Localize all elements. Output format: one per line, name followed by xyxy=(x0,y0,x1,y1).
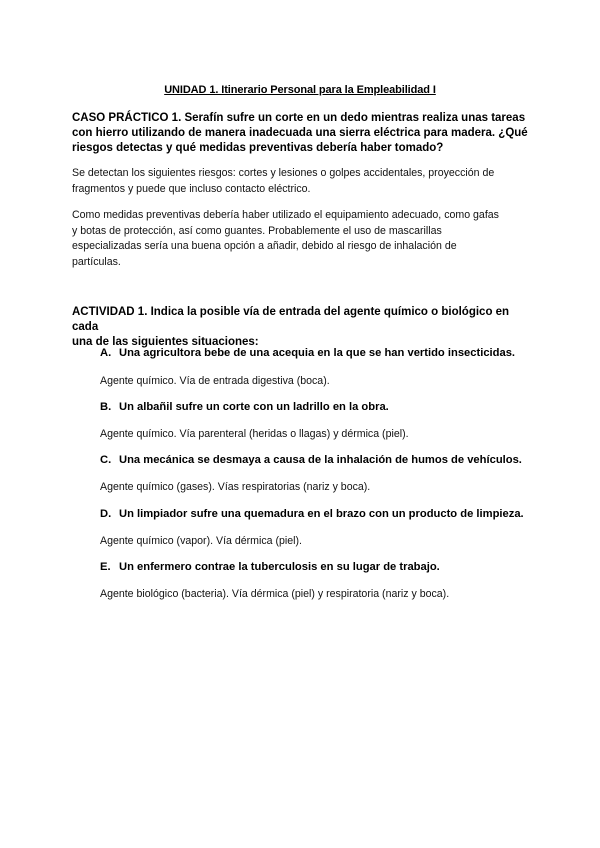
answer-a: Agente químico. Vía de entrada digestiva (boca). xyxy=(100,375,330,387)
paragraph-line: partículas. xyxy=(72,255,121,268)
caso-heading-line: riesgos detectas y qué medidas preventivas debería haber tomado? xyxy=(72,142,444,154)
question-e xyxy=(100,560,540,575)
question-letter: D. xyxy=(100,508,112,520)
actividad-heading-line: una de las siguientes situaciones: xyxy=(72,336,259,348)
actividad-heading xyxy=(72,305,532,350)
question-letter: A. xyxy=(100,347,112,359)
answer-b: Agente químico. Vía parenteral (heridas o llagas) y dérmica (piel). xyxy=(100,428,409,440)
question-text: Un albañil sufre un corte con un ladrillo en la obra. xyxy=(119,401,389,413)
question-text: Una agricultora bebe de una acequia en la que se han vertido insecticidas. xyxy=(119,347,516,359)
question-d xyxy=(100,507,540,522)
caso-heading-line: CASO PRÁCTICO 1. Serafín sufre un corte en un dedo mientras realiza unas tareas xyxy=(72,112,526,124)
paragraph-line: Se detectan los siguientes riesgos: cortes y lesiones o golpes accidentales, proyección de xyxy=(72,167,495,179)
actividad-heading-line: ACTIVIDAD 1. Indica la posible vía de entrada del agente químico o biológico en cada xyxy=(72,306,510,333)
question-text: Un limpiador sufre una quemadura en el brazo con un producto de limpieza. xyxy=(119,508,524,520)
paragraph-line: especializadas sería una buena opción a añadir, debido al riesgo de inhalación de xyxy=(72,240,457,252)
question-a xyxy=(100,346,540,361)
page-title: UNIDAD 1. Itinerario Personal para la Empleabilidad I xyxy=(164,84,436,96)
caso-paragraph-risks xyxy=(72,166,532,197)
question-letter: B. xyxy=(100,401,112,413)
answer-c: Agente químico (gases). Vías respiratorias (nariz y boca). xyxy=(100,481,371,493)
question-letter: E. xyxy=(100,561,111,573)
paragraph-line: Como medidas preventivas debería haber utilizado el equipamiento adecuado, como gafas xyxy=(72,209,499,221)
caso-heading xyxy=(72,111,532,156)
paragraph-line: fragmentos y puede que incluso contacto eléctrico. xyxy=(72,182,311,195)
answer-e: Agente biológico (bacteria). Vía dérmica (piel) y respiratoria (nariz y boca). xyxy=(100,588,450,600)
paragraph-line: y botas de protección, así como guantes. Probablemente el uso de mascarillas xyxy=(72,224,442,237)
question-c xyxy=(100,453,540,468)
question-b xyxy=(100,400,540,415)
caso-paragraph-measures xyxy=(72,208,532,270)
question-text: Un enfermero contrae la tuberculosis en su lugar de trabajo. xyxy=(119,561,440,573)
question-text: Una mecánica se desmaya a causa de la inhalación de humos de vehículos. xyxy=(119,454,522,466)
caso-heading-line: con hierro utilizando de manera inadecuada una sierra eléctrica para madera. ¿Qué xyxy=(72,127,528,139)
question-letter: C. xyxy=(100,454,112,466)
answer-d: Agente químico (vapor). Vía dérmica (piel). xyxy=(100,535,302,547)
